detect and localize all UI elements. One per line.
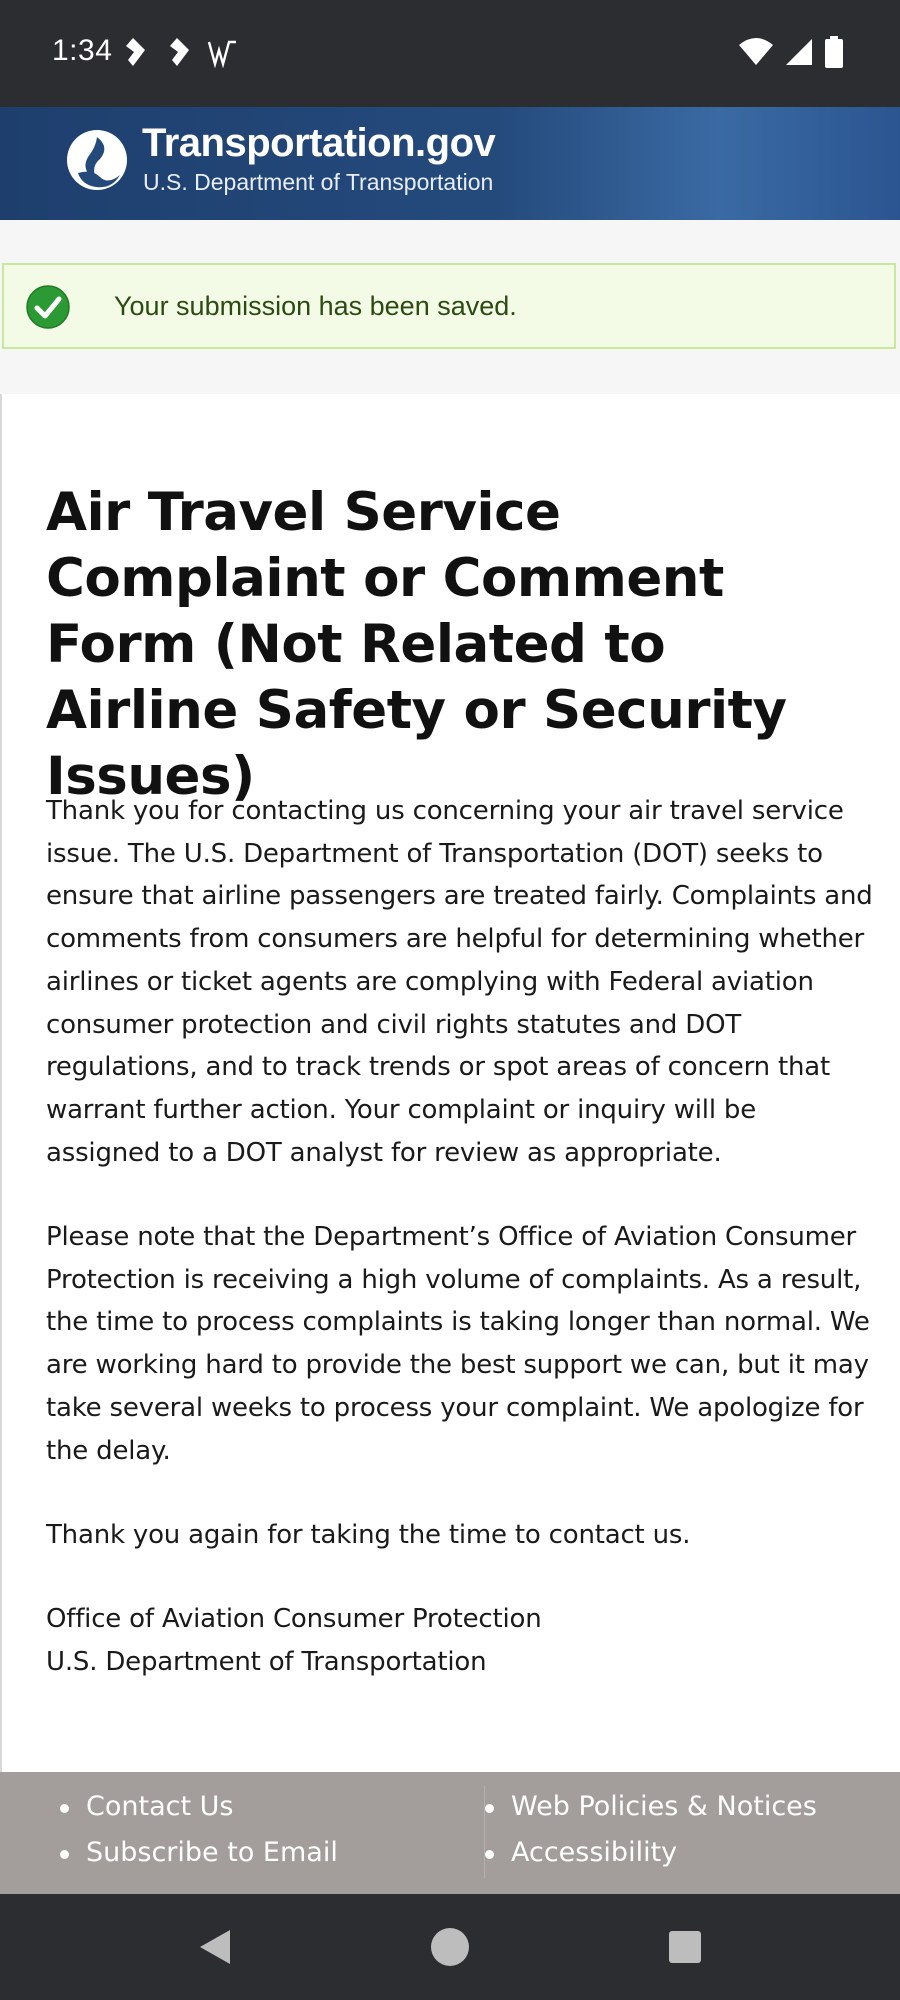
site-subtitle: U.S. Department of Transportation xyxy=(143,169,494,195)
main-content xyxy=(0,394,900,1772)
signature xyxy=(46,1598,876,1683)
wifi-icon xyxy=(738,37,774,67)
alert-message: Your submission has been saved. xyxy=(114,291,517,321)
app-icon xyxy=(206,38,240,68)
thanks-paragraph: Thank you again for taking the time to contact us. xyxy=(46,1520,691,1550)
status-time: 1:34 xyxy=(52,34,113,67)
footer-links-right xyxy=(484,1786,817,1878)
alert-area xyxy=(0,220,900,394)
footer-link-subscribe[interactable]: Subscribe to Email xyxy=(60,1832,338,1878)
page-title: Air Travel Service Complaint or Comment Form (Not Related to Airline Safety or Security Issues) xyxy=(46,482,787,807)
intro-paragraph: Thank you for contacting us concerning your air travel service issue. The U.S. Department of Transportation (DOT) seeks to ensure that airline passengers are treated fairly. Complaints and comments from consumers are helpful for determining whether airlines or ticket agents are complying with Federal aviation consumer protection and civil rights statutes and DOT regulations, and to track trends or spot areas of concern that warrant further action. Your complaint or inquiry will be assigned to a DOT analyst for review as appropriate. xyxy=(46,796,873,1168)
signature-office: Office of Aviation Consumer Protection xyxy=(46,1604,542,1634)
battery-icon xyxy=(824,36,844,68)
home-icon[interactable] xyxy=(427,1924,473,1970)
notice-paragraph: Please note that the Department’s Office of Aviation Consumer Protection is receiving a high volume of complaints. As a result, the time to process complaints is taking longer than normal. We are working hard to provide the best support we can, but it may take several weeks to process your complaint. We apologize for the delay. xyxy=(46,1222,870,1466)
site-header xyxy=(0,107,900,220)
status-system-icons xyxy=(738,36,844,68)
back-icon[interactable] xyxy=(192,1924,238,1970)
system-nav-bar xyxy=(0,1894,900,2000)
footer-link-accessibility[interactable]: Accessibility xyxy=(485,1832,817,1878)
site-footer xyxy=(0,1772,900,1894)
signature-department: U.S. Department of Transportation xyxy=(46,1646,487,1677)
check-circle-icon xyxy=(26,285,70,329)
footer-link-contact-us[interactable]: Contact Us xyxy=(60,1786,338,1832)
footer-link-web-policies[interactable]: Web Policies & Notices xyxy=(485,1786,817,1832)
success-alert xyxy=(2,263,896,349)
dot-logo-icon[interactable] xyxy=(66,129,128,191)
footer-links-left xyxy=(60,1786,338,1878)
notification-icon xyxy=(162,36,192,70)
status-bar xyxy=(0,0,900,107)
site-title[interactable]: Transportation.gov xyxy=(142,121,496,165)
notification-icon xyxy=(118,36,148,70)
cell-signal-icon xyxy=(784,37,814,67)
status-notification-icons xyxy=(118,36,240,70)
recent-apps-icon[interactable] xyxy=(662,1924,708,1970)
